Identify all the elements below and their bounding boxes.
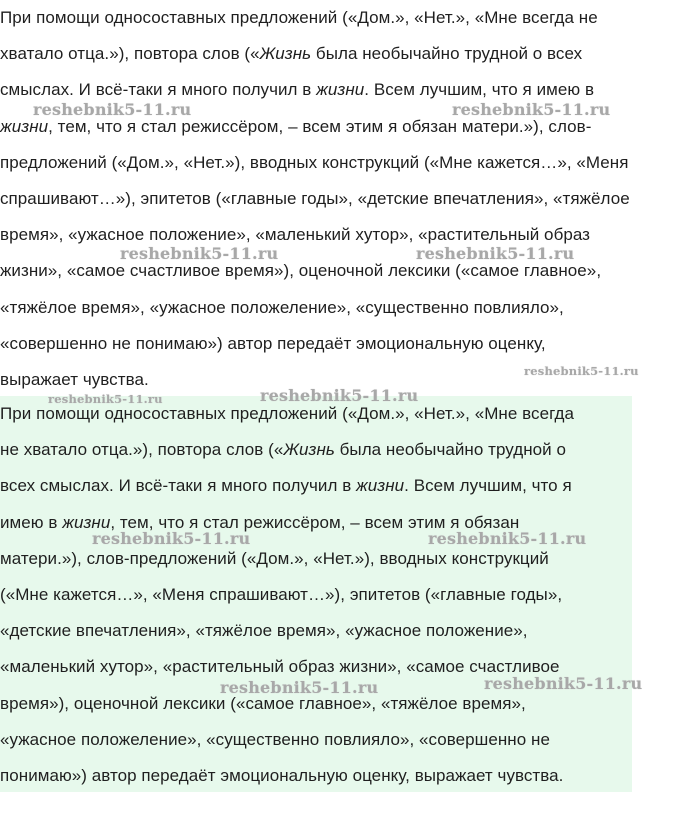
text-segment: «совершенно не понимаю») автор передаёт эмоциональную оценку, [0,333,546,353]
text-segment: имею в [0,512,63,532]
text-line [0,432,632,468]
text-segment: была необычайно трудной о [334,440,566,460]
text-segment: «ужасное положеление», «существенно повлияло», «совершенно не [0,729,550,749]
text-segment: При помощи односоставных предложений («Дом.», «Нет.», «Мне всегда не [0,8,598,27]
text-segment: выражает чувства. [0,370,149,390]
text-segment: «детские впечатления», «тяжёлое время», «ужасное положение», [0,621,528,641]
text-segment: время», «ужасное положение», «маленький хутор», «растительный образ [0,225,591,245]
text-line [0,36,674,72]
text-line [0,290,674,326]
text-line [0,613,632,649]
text-segment: время»), оценочной лексики («самое главное», «тяжёлое время», [0,693,526,713]
watermark: reshebnik5-11.ru [524,364,639,378]
text-segment: хватало отца.»), повтора слов (« [0,44,260,64]
text-line [0,0,674,36]
text-segment: всех смыслах. И всё-таки я много получил в [0,476,357,496]
watermark: reshebnik5-11.ru [428,529,587,548]
italic-word: жизни [62,512,111,532]
watermark: reshebnik5-11.ru [484,674,643,693]
watermark: reshebnik5-11.ru [260,386,419,405]
text-segment: матери.»), слов-предложений («Дом.», «Нет.»), вводных конструкций [0,548,549,568]
text-segment: , тем, что я стал режиссёром, – всем этим я обязан [110,512,520,532]
text-segment: . Всем лучшим, что я [404,476,572,496]
text-segment: . Всем лучшим, что я имею в [364,80,595,100]
text-segment: понимаю») автор передаёт эмоциональную оценку, выражает чувства. [0,766,564,786]
answer-paragraph-highlighted [0,396,632,792]
watermark: reshebnik5-11.ru [416,244,575,263]
text-line [0,758,632,794]
text-segment: «тяжёлое время», «ужасное положеление», «существенно повлияло», [0,297,564,317]
watermark: reshebnik5-11.ru [92,529,251,548]
watermark: reshebnik5-11.ru [452,100,611,119]
watermark: reshebnik5-11.ru [33,100,192,119]
text-segment: смыслах. И всё-таки я много получил в [0,80,317,100]
answer-paragraph-plain [0,0,674,398]
text-segment: спрашивают…»), эпитетов («главные годы», «детские впечатления», «тяжёлое [0,189,630,209]
watermark: reshebnik5-11.ru [220,678,379,697]
text-line [0,326,674,362]
text-segment: , тем, что я стал режиссёром, – всем этим я обязан матери.»), слов- [48,116,592,136]
italic-word: Жизнь [283,440,335,460]
text-segment: предложений («Дом.», «Нет.»), вводных конструкций («Мне кажется…», «Меня [0,152,629,172]
text-segment: «маленький хутор», «растительный образ жизни», «самое счастливое [0,657,560,677]
text-segment: («Мне кажется…», «Меня спрашивают…»), эпитетов («главные годы», [0,585,563,605]
text-line [0,577,632,613]
paragraph-text [0,0,674,398]
italic-word: жизни [316,80,365,100]
italic-word: жизни [0,116,49,136]
text-segment: не хватало отца.»), повтора слов (« [0,440,284,460]
text-line [0,468,632,504]
watermark: reshebnik5-11.ru [120,244,279,263]
text-line [0,181,674,217]
paragraph-text [0,396,632,794]
watermark: reshebnik5-11.ru [48,392,163,406]
italic-word: Жизнь [259,44,312,64]
text-line [0,722,632,758]
text-line [0,145,674,181]
text-segment: жизни», «самое счастливое время»), оценочной лексики («самое главное», [0,261,602,281]
italic-word: жизни [356,476,405,496]
text-segment: была необычайно трудной о всех [311,44,583,64]
text-segment: При помощи односоставных предложений («Дом.», «Нет.», «Мне всегда [0,404,575,423]
